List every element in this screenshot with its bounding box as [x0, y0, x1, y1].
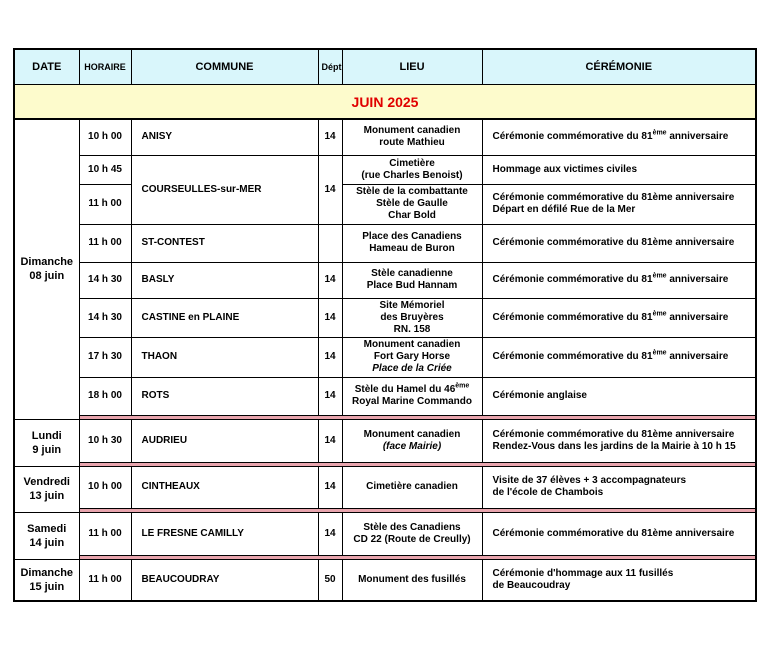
commune-cell: BASLY	[131, 262, 318, 298]
ceremonie-cell: Cérémonie commémorative du 81ème anniversaire	[482, 224, 756, 262]
table-row	[14, 224, 756, 262]
horaire-cell: 14 h 30	[79, 298, 131, 337]
ceremonie-cell: Cérémonie commémorative du 81ème anniversaire	[482, 337, 756, 377]
lieu-cell: Stèle des Canadiens CD 22 (Route de Creully)	[342, 512, 482, 555]
dept-cell: 14	[318, 512, 342, 555]
horaire-cell: 10 h 45	[79, 155, 131, 184]
table-row	[14, 155, 756, 184]
header-commune: COMMUNE	[131, 49, 318, 85]
horaire-cell: 10 h 30	[79, 419, 131, 462]
commune-cell: THAON	[131, 337, 318, 377]
dept-cell: 14	[318, 119, 342, 155]
day-cell: Vendredi 13 juin	[14, 466, 79, 512]
commune-cell: AUDRIEU	[131, 419, 318, 462]
dept-cell: 50	[318, 559, 342, 601]
commune-cell: CINTHEAUX	[131, 466, 318, 508]
lieu-cell: Stèle de la combattante Stèle de Gaulle Char Bold	[342, 184, 482, 224]
day-cell: Lundi 9 juin	[14, 419, 79, 466]
horaire-cell: 11 h 00	[79, 224, 131, 262]
commune-cell: ANISY	[131, 119, 318, 155]
month-title: JUIN 2025	[14, 85, 756, 120]
horaire-cell: 18 h 00	[79, 377, 131, 415]
lieu-cell: Monument canadien (face Mairie)	[342, 419, 482, 462]
horaire-cell: 17 h 30	[79, 337, 131, 377]
commune-cell: LE FRESNE CAMILLY	[131, 512, 318, 555]
dept-cell	[318, 224, 342, 262]
month-row	[14, 85, 756, 120]
day-cell: Dimanche 08 juin	[14, 119, 79, 419]
lieu-cell: Monument des fusillés	[342, 559, 482, 601]
lieu-cell: Cimetière canadien	[342, 466, 482, 508]
table-row	[14, 337, 756, 377]
table-row	[14, 119, 756, 155]
lieu-cell: Stèle du Hamel du 46ème Royal Marine Commando	[342, 377, 482, 415]
commune-cell: CASTINE en PLAINE	[131, 298, 318, 337]
ceremonies-table	[13, 48, 757, 602]
lieu-cell: Place des Canadiens Hameau de Buron	[342, 224, 482, 262]
lieu-cell: Cimetière (rue Charles Benoist)	[342, 155, 482, 184]
header-lieu: LIEU	[342, 49, 482, 85]
ceremonie-cell: Cérémonie commémorative du 81ème anniversaire	[482, 298, 756, 337]
dept-cell: 14	[318, 419, 342, 462]
horaire-cell: 10 h 00	[79, 119, 131, 155]
ceremonie-cell: Cérémonie commémorative du 81ème anniversaire Rendez-Vous dans les jardins de la Mairie à 10 h 15	[482, 419, 756, 462]
table-row	[14, 559, 756, 601]
ceremonie-cell: Cérémonie commémorative du 81ème anniversaire	[482, 119, 756, 155]
ceremonie-cell: Cérémonie commémorative du 81ème anniversaire	[482, 512, 756, 555]
commune-cell: COURSEULLES-sur-MER	[131, 155, 318, 224]
dept-cell: 14	[318, 298, 342, 337]
ceremonie-cell: Hommage aux victimes civiles	[482, 155, 756, 184]
day-cell: Dimanche 15 juin	[14, 559, 79, 601]
header-date: DATE	[14, 49, 79, 85]
ceremonie-cell: Cérémonie commémorative du 81ème anniversaire	[482, 262, 756, 298]
dept-cell: 14	[318, 155, 342, 224]
ceremonie-cell: Cérémonie d'hommage aux 11 fusillés de Beaucoudray	[482, 559, 756, 601]
ceremonie-cell: Visite de 37 élèves + 3 accompagnateurs de l'école de Chambois	[482, 466, 756, 508]
table-row	[14, 184, 756, 224]
header-dept: Dépt	[318, 49, 342, 85]
horaire-cell: 11 h 00	[79, 184, 131, 224]
commune-cell: BEAUCOUDRAY	[131, 559, 318, 601]
lieu-cell: Site Mémoriel des Bruyères RN. 158	[342, 298, 482, 337]
horaire-cell: 11 h 00	[79, 559, 131, 601]
table-row	[14, 512, 756, 555]
table-row	[14, 466, 756, 508]
lieu-cell: Stèle canadienne Place Bud Hannam	[342, 262, 482, 298]
dept-cell: 14	[318, 377, 342, 415]
dept-cell: 14	[318, 262, 342, 298]
ceremonie-cell: Cérémonie commémorative du 81ème anniversaire Départ en défilé Rue de la Mer	[482, 184, 756, 224]
table-row	[14, 377, 756, 415]
table-row	[14, 298, 756, 337]
horaire-cell: 10 h 00	[79, 466, 131, 508]
header-row	[14, 49, 756, 85]
lieu-cell: Monument canadien route Mathieu	[342, 119, 482, 155]
dept-cell: 14	[318, 337, 342, 377]
horaire-cell: 11 h 00	[79, 512, 131, 555]
dept-cell: 14	[318, 466, 342, 508]
table-row	[14, 419, 756, 462]
day-cell: Samedi 14 juin	[14, 512, 79, 559]
ceremonie-cell: Cérémonie anglaise	[482, 377, 756, 415]
commune-cell: ROTS	[131, 377, 318, 415]
header-horaire: HORAIRE	[79, 49, 131, 85]
lieu-cell: Monument canadien Fort Gary Horse Place de la Criée	[342, 337, 482, 377]
horaire-cell: 14 h 30	[79, 262, 131, 298]
header-ceremonie: CÉRÉMONIE	[482, 49, 756, 85]
table-row	[14, 262, 756, 298]
commune-cell: ST-CONTEST	[131, 224, 318, 262]
